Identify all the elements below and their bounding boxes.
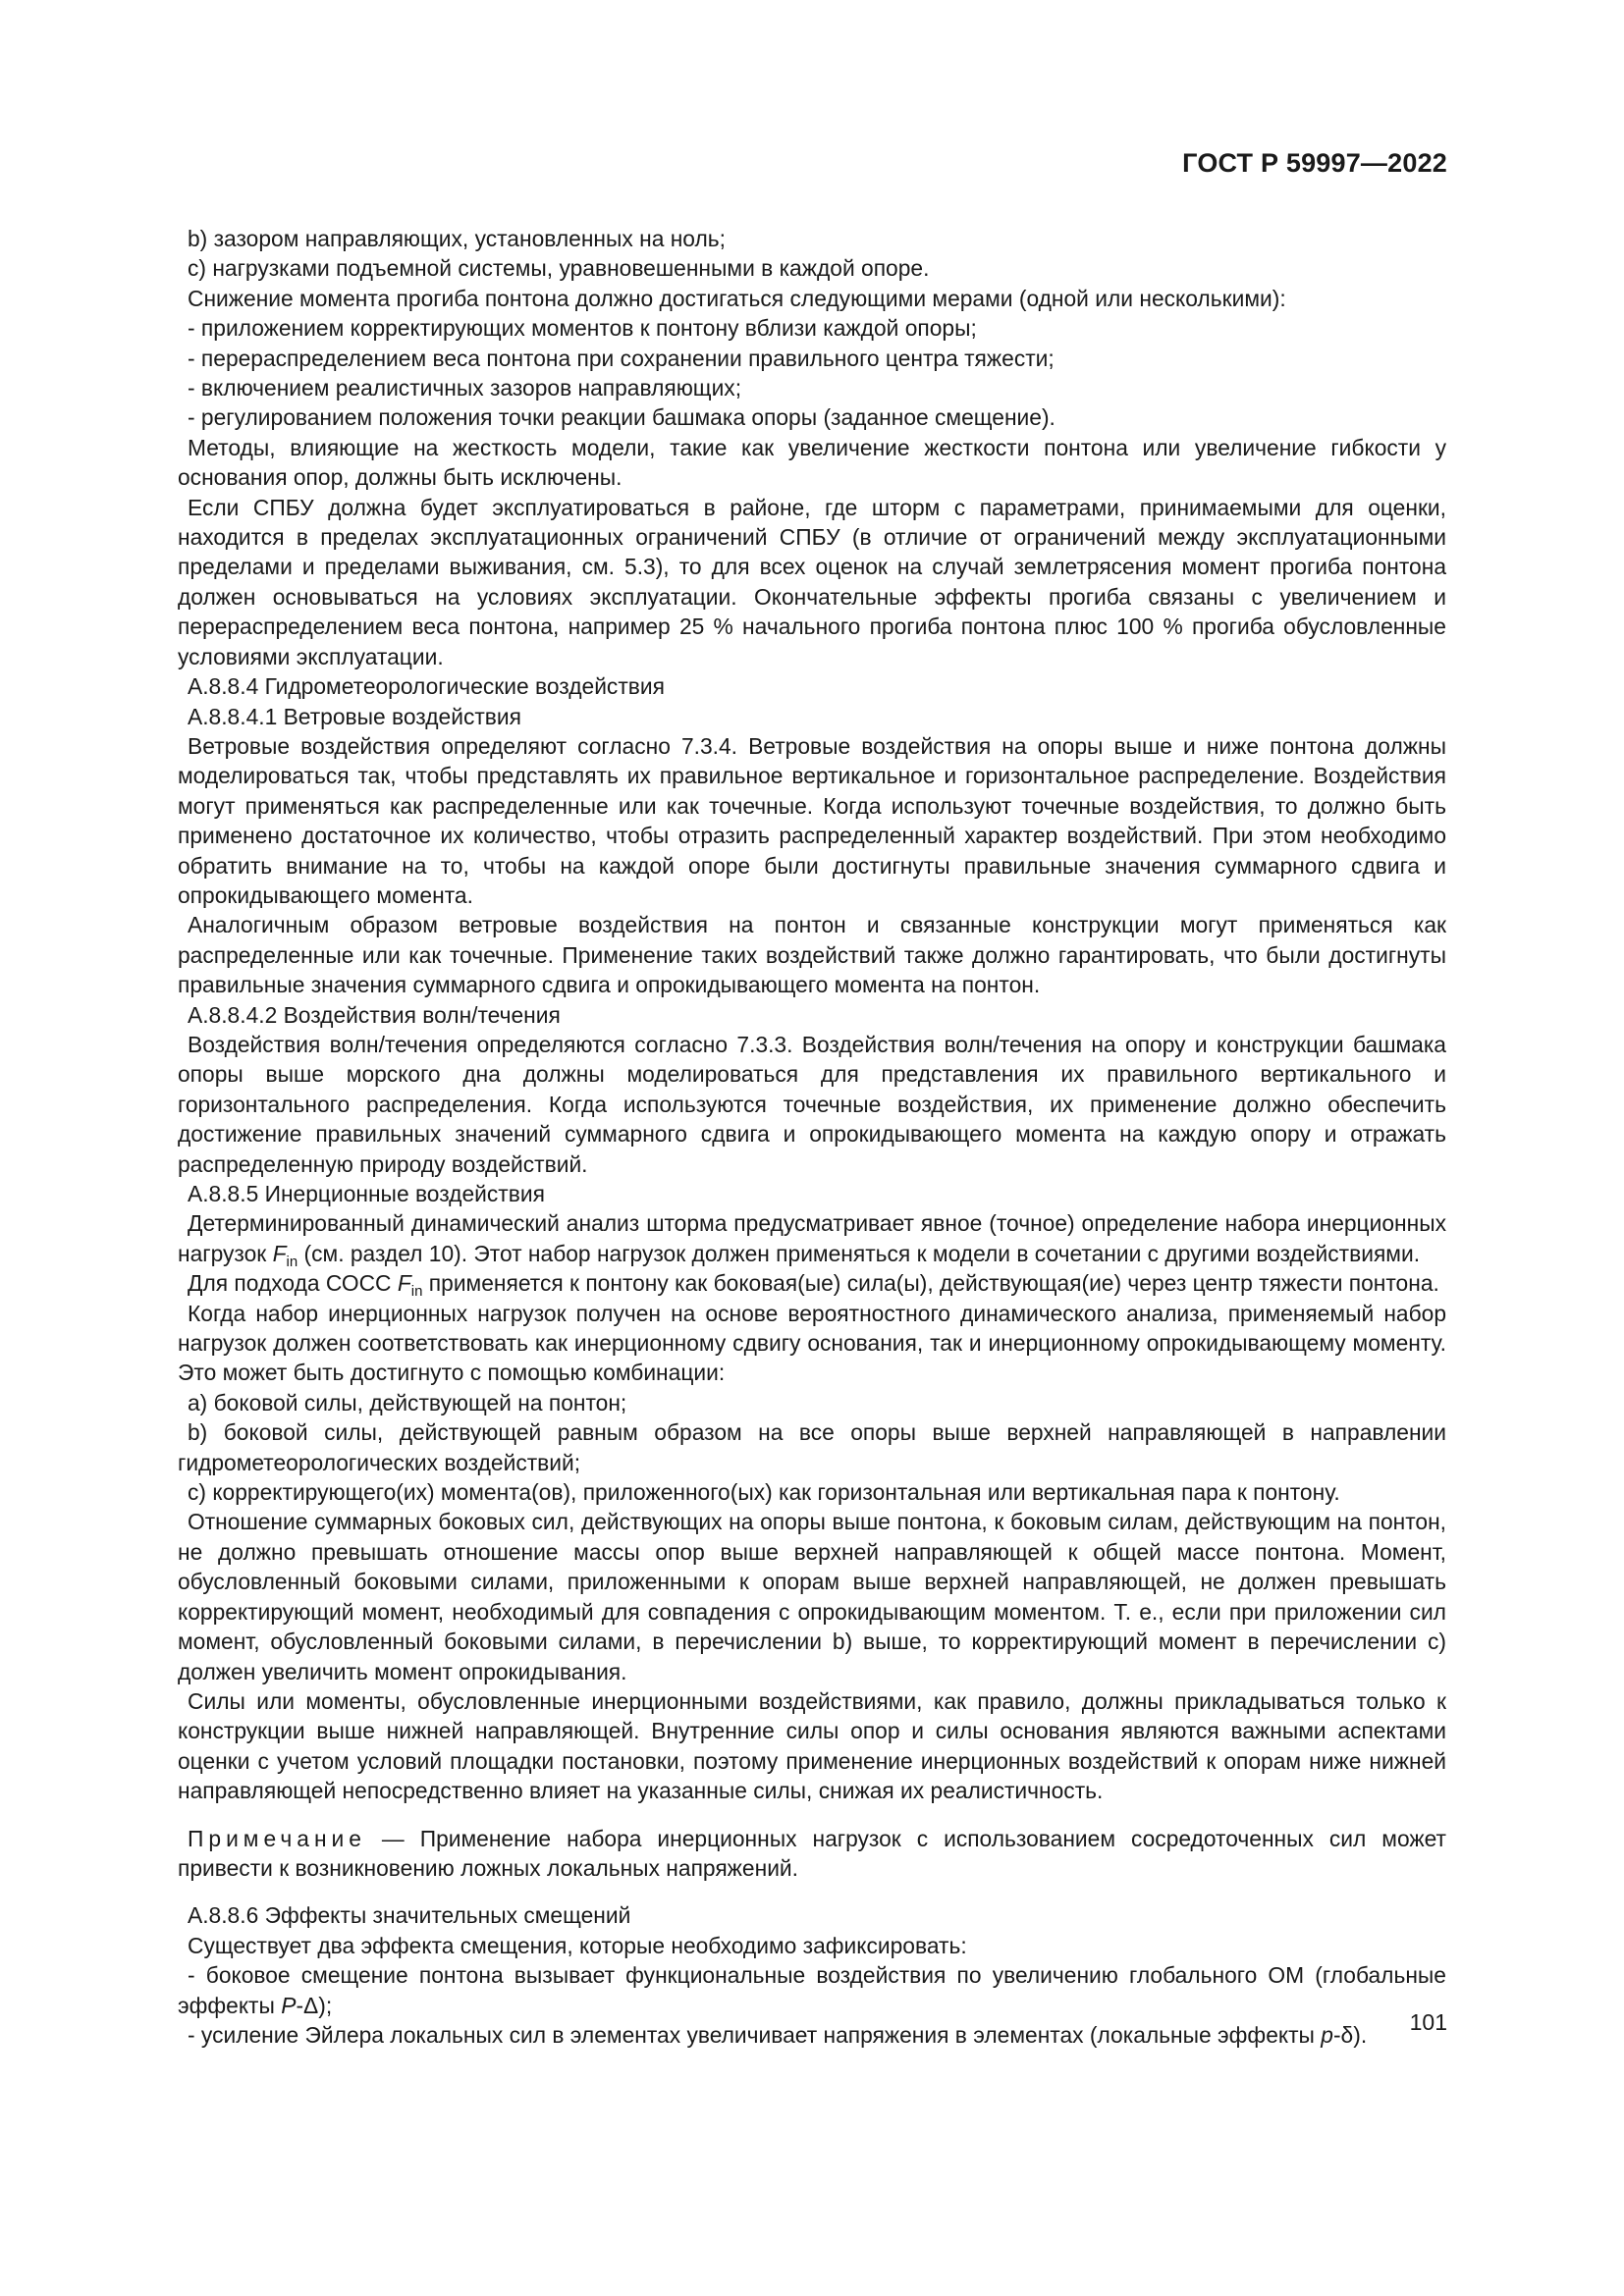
document-header: ГОСТ Р 59997—2022 bbox=[1182, 148, 1447, 178]
list-item bbox=[178, 1960, 1446, 2020]
list-item: - регулированием положения точки реакции башмака опоры (заданное смещение). bbox=[188, 404, 1056, 431]
paragraph: Аналогичным образом ветровые воздействия на понтон и связанные конструкции могут применяться как распределенные или как точечные. Применение таких воздействий также должно гарантировать, что были достигнуты правильные значения суммарного сдвига и опрокидывающего момента на понтон. bbox=[178, 912, 1446, 998]
paragraph: Ветровые воздействия определяют согласно 7.3.4. Ветровые воздействия на опоры выше и ниже понтона должны моделироваться так, чтобы представлять их правильное вертикальное и горизонтальное распределение. Воздействия могут применяться как распределенные или как точечные. Когда используют точечные воздействия, то должно быть применено достаточное их количество, чтобы отразить распределенный характер воздействий. При этом необходимо обратить внимание на то, чтобы на каждой опоре были достигнуты правильные значения суммарного сдвига и опрокидывающего момента. bbox=[178, 732, 1446, 908]
section-heading: А.8.8.6 Эффекты значительных смещений bbox=[188, 1902, 631, 1929]
text-run: Детерминированный динамический анализ шторма предусматривает явное (точное) определение набора инерционных нагрузок bbox=[178, 1210, 1446, 1266]
section-heading: А.8.8.4.2 Воздействия волн/течения bbox=[188, 1001, 561, 1028]
symbol: F bbox=[272, 1240, 287, 1266]
list-item bbox=[178, 2020, 1446, 2050]
paragraph bbox=[178, 1268, 1446, 1301]
paragraph: Силы или моменты, обусловленные инерционными воздействиями, как правило, должны прикладываться только к конструкции выше нижней направляющей. Внутренние силы опор и силы основания являются важными аспектами оценки с учетом условий площадки постановки, поэтому применение инерционных воздействий к опорам ниже нижней направляющей непосредственно влияет на указанные силы, снижая их реалистичность. bbox=[178, 1687, 1446, 1804]
paragraph bbox=[178, 1208, 1446, 1268]
symbol: p bbox=[1321, 2021, 1333, 2048]
page-number: 101 bbox=[1409, 2009, 1447, 2035]
text-run: применяется к понтону как боковая(ые) сила(ы), действующая(ие) через центр тяжести понтона. bbox=[422, 1270, 1439, 1297]
list-item: c) корректирующего(их) момента(ов), приложенного(ых) как горизонтальная или вертикальная пара к понтону. bbox=[188, 1479, 1340, 1506]
symbol: P bbox=[281, 1992, 297, 2018]
paragraph: Снижение момента прогиба понтона должно достигаться следующими мерами (одной или несколькими): bbox=[188, 285, 1286, 311]
subscript: in bbox=[286, 1253, 298, 1270]
text-run: - усиление Эйлера локальных сил в элементах увеличивает напряжения в элементах (локальные эффекты bbox=[188, 2021, 1322, 2048]
list-item: - перераспределением веса понтона при сохранении правильного центра тяжести; bbox=[188, 345, 1055, 371]
note-label: Примечание bbox=[188, 1825, 366, 1851]
paragraph: Существует два эффекта смещения, которые необходимо зафиксировать: bbox=[188, 1932, 967, 1958]
text-run: -δ). bbox=[1332, 2021, 1368, 2048]
symbol: F bbox=[397, 1270, 411, 1297]
note-text: — Применение набора инерционных нагрузок с использованием сосредоточенных сил может привести к возникновению ложных локальных напряжений. bbox=[178, 1825, 1446, 1881]
paragraph: Методы, влияющие на жесткость модели, такие как увеличение жесткости понтона или увеличение гибкости у основания опор, должны быть исключены. bbox=[178, 434, 1446, 491]
paragraph: c) нагрузками подъемной системы, уравновешенными в каждой опоре. bbox=[188, 255, 930, 282]
list-item: a) боковой силы, действующей на понтон; bbox=[188, 1389, 627, 1415]
paragraph: Когда набор инерционных нагрузок получен на основе вероятностного динамического анализа, применяемый набор нагрузок должен соответствовать как инерционному сдвигу основания, так и инерционному опрокидывающему моменту. Это может быть достигнуто с помощью комбинации: bbox=[178, 1300, 1446, 1386]
text-run: Для подхода СОСС bbox=[188, 1270, 398, 1297]
note bbox=[178, 1824, 1446, 1884]
text-run: (см. раздел 10). Этот набор нагрузок должен применяться к модели в сочетании с другими воздействиями. bbox=[298, 1240, 1421, 1266]
document-body bbox=[178, 224, 1446, 2050]
paragraph: Воздействия волн/течения определяются согласно 7.3.3. Воздействия волн/течения на опору и конструкции башмака опоры выше морского дна должны моделироваться для представления их правильного вертикального и горизонтального распределения. Когда используются точечные воздействия, их применение должно обеспечить достижение правильных значений суммарного сдвига и опрокидывающего момента на каждую опору и отражать распределенную природу воздействий. bbox=[178, 1031, 1446, 1177]
section-heading: А.8.8.4 Гидрометеорологические воздействия bbox=[188, 673, 665, 700]
section-heading: А.8.8.5 Инерционные воздействия bbox=[188, 1181, 545, 1206]
paragraph: Отношение суммарных боковых сил, действующих на опоры выше понтона, к боковым силам, действующим на понтон, не должно превышать отношение массы опор выше верхней направляющей к общей массе понтона. Момент, обусловленный боковыми силами, приложенными к опорам выше верхней направляющей, не должен превышать корректирующий момент, необходимый для совпадения с опрокидывающим моментом. Т. е., если при приложении сил момент, обусловленный боковыми силами, в перечислении b) выше, то корректирующий момент в перечислении c) должен увеличить момент опрокидывания. bbox=[178, 1509, 1446, 1684]
list-item: - приложением корректирующих моментов к понтону вблизи каждой опоры; bbox=[188, 315, 977, 342]
paragraph: Если СПБУ должна будет эксплуатироваться в районе, где шторм с параметрами, принимаемыми для оценки, находится в пределах эксплуатационных ограничений СПБУ (в отличие от ограничений между эксплуатационными пределами и пределами выживания, см. 5.3), то для всех оценок на случай землетрясения момент прогиба понтона должен основываться на условиях эксплуатации. Окончательные эффекты прогиба связаны с увеличением и перераспределением веса понтона, например 25 % начального прогиба понтона плюс 100 % прогиба обусловленные условиями эксплуатации. bbox=[178, 494, 1446, 669]
text-run: -Δ); bbox=[296, 1992, 333, 2018]
paragraph: b) зазором направляющих, установленных на ноль; bbox=[188, 226, 726, 251]
text-run: - боковое смещение понтона вызывает функциональные воздействия по увеличению глобального ОМ (глобальные эффекты bbox=[178, 1962, 1446, 2018]
subscript: in bbox=[410, 1283, 423, 1301]
list-item: - включением реалистичных зазоров направляющих; bbox=[188, 375, 742, 401]
section-heading: А.8.8.4.1 Ветровые воздействия bbox=[188, 703, 521, 729]
list-item: b) боковой силы, действующей равным образом на все опоры выше верхней направляющей в направлении гидрометеорологических воздействий; bbox=[178, 1419, 1446, 1475]
